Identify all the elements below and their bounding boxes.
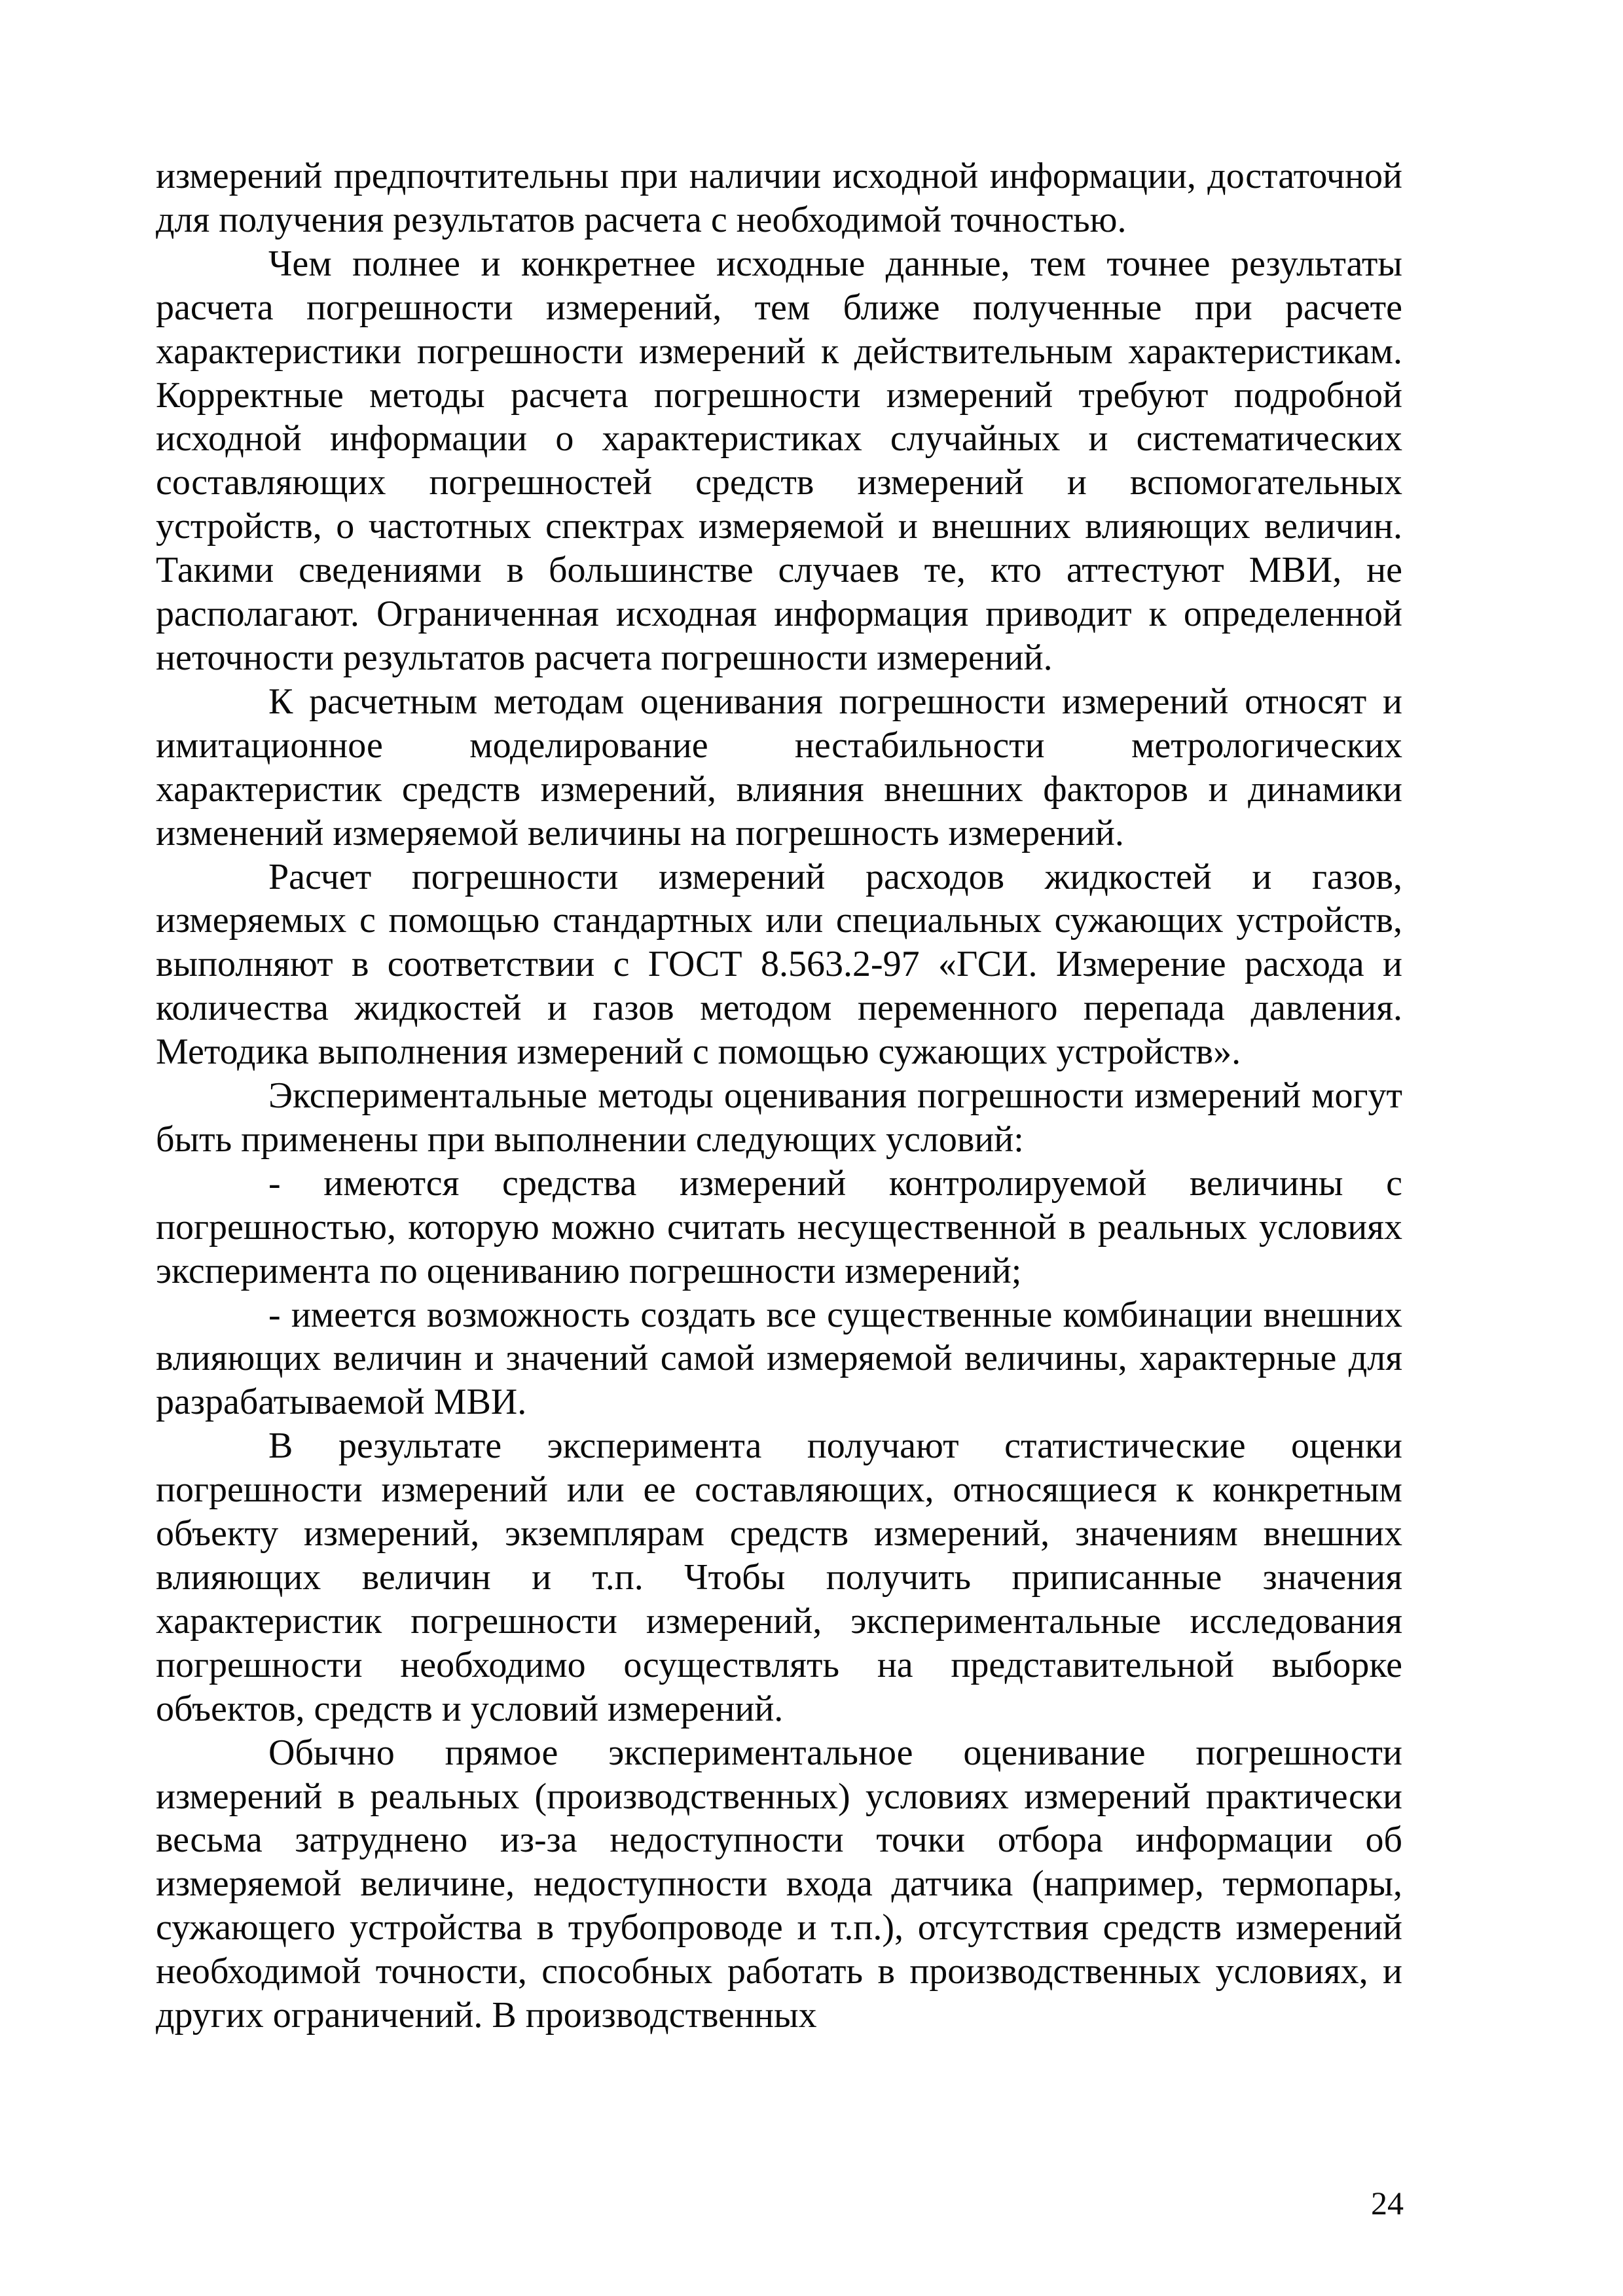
list-item: - имеется возможность создать все существенные комбинации внешних влияющих величин и значений самой измеряемой величины, характерные для разрабатываемой МВИ. bbox=[156, 1294, 1402, 1423]
paragraph: К расчетным методам оценивания погрешности измерений относят и имитационное моделирование нестабильности метрологических характеристик средств измерений, влияния внешних факторов и динамики изменений измеряемой величины на погрешность измерений. bbox=[156, 681, 1402, 853]
paragraph: В результате эксперимента получают статистические оценки погрешности измерений или ее составляющих, относящиеся к конкретным объекту измерений, экземплярам средств измерений, значениям внешних влияющих величин и т.п. Чтобы получить приписанные значения характеристик погрешности измерений, экспериментальные исследования погрешности необходимо осуществлять на представительной выборке объектов, средств и условий измерений. bbox=[156, 1426, 1402, 1729]
paragraph: Чем полнее и конкретнее исходные данные, тем точнее результаты расчета погрешности измерений, тем ближе полученные при расчете характеристики погрешности измерений к действительным характеристикам. Корректные методы расчета погрешности измерений требуют подробной исходной информации о характеристиках случайных и систематических составляющих погрешностей средств измерений и вспомогательных устройств, о частотных спектрах измеряемой и внешних влияющих величин. Такими сведениями в большинстве случаев те, кто аттестуют МВИ, не располагают. Ограниченная исходная информация приводит к определенной неточности результатов расчета погрешности измерений. bbox=[156, 243, 1402, 678]
page-body bbox=[156, 154, 1402, 2037]
paragraph: Экспериментальные методы оценивания погрешности измерений могут быть применены при выполнении следующих условий: bbox=[156, 1075, 1402, 1160]
page-number: 24 bbox=[1371, 2185, 1404, 2221]
paragraph: Обычно прямое экспериментальное оценивание погрешности измерений в реальных (производственных) условиях измерений практически весьма затруднено из-за недоступности точки отбора информации об измеряемой величине, недоступности входа датчика (например, термопары, сужающего устройства в трубопроводе и т.п.), отсутствия средств измерений необходимой точности, способных работать в производственных условиях, и других ограничений. В производственных bbox=[156, 1732, 1402, 2036]
paragraph-continuation: измерений предпочтительны при наличии исходной информации, достаточной для получения результатов расчета с необходимой точностью. bbox=[156, 156, 1402, 240]
list-item: - имеются средства измерений контролируемой величины с погрешностью, которую можно считать несущественной в реальных условиях эксперимента по оцениванию погрешности измерений; bbox=[156, 1162, 1402, 1291]
paragraph: Расчет погрешности измерений расходов жидкостей и газов, измеряемых с помощью стандартных или специальных сужающих устройств, выполняют в соответствии с ГОСТ 8.563.2-97 «ГСИ. Измерение расхода и количества жидкостей и газов методом переменного перепада давления. Методика выполнения измерений с помощью сужающих устройств». bbox=[156, 856, 1402, 1073]
